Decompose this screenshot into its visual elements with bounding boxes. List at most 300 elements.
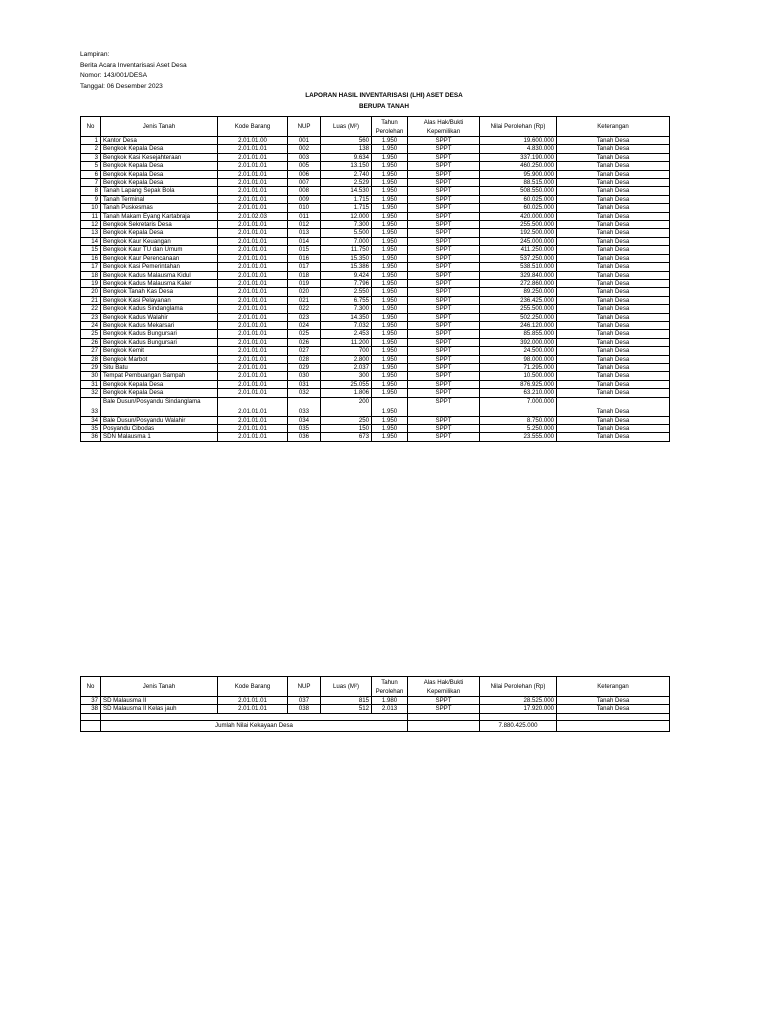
table-row <box>81 372 670 380</box>
cell-luas: 7.300 <box>321 305 372 313</box>
cell-luas: 7.796 <box>321 279 372 287</box>
cell-no: 17 <box>81 263 101 271</box>
cell-ket: Tanah Desa <box>557 372 670 380</box>
table-row <box>81 338 670 346</box>
cell-jenis: Bengkok Kemit <box>101 347 218 355</box>
col-header-kode: Kode Barang <box>218 117 288 137</box>
cell-luas: 9.634 <box>321 153 372 161</box>
cell-nilai: 236.425.000 <box>480 296 557 304</box>
cell-no: 31 <box>81 380 101 388</box>
cell-kode: 2.01.01.01 <box>218 313 288 321</box>
cell-ket: Tanah Desa <box>557 355 670 363</box>
asset-table-page1 <box>80 116 670 442</box>
cell-nilai: 5.250.000 <box>480 425 557 433</box>
cell-nilai: 329.840.000 <box>480 271 557 279</box>
cell-nilai: 4.830.000 <box>480 145 557 153</box>
asset-rows <box>81 137 670 442</box>
cell-luas: 150 <box>321 425 372 433</box>
col-header-alas: Alas Hak/Bukti Kepemilikan <box>408 677 480 697</box>
cell-jenis: Bengkok Kadus Bungursari <box>101 338 218 346</box>
col-header-nup: NUP <box>288 677 321 697</box>
cell-nilai: 537.250.000 <box>480 254 557 262</box>
cell-alas: SPPT <box>408 397 480 416</box>
lampiran-label: Lampiran: <box>80 51 110 58</box>
col-header-jenis: Jenis Tanah <box>101 117 218 137</box>
cell-nup: 008 <box>288 187 321 195</box>
col-header-alas: Alas Hak/Bukti Kepemilikan <box>408 117 480 137</box>
cell-no: 19 <box>81 279 101 287</box>
col-header-luas: Luas (M²) <box>321 117 372 137</box>
cell-nup: 022 <box>288 305 321 313</box>
cell-nup: 007 <box>288 179 321 187</box>
table-row <box>81 229 670 237</box>
cell-kode: 2.01.01.01 <box>218 321 288 329</box>
table-row <box>81 397 670 416</box>
tanggal-label: Tanggal: 06 Desember 2023 <box>80 82 163 90</box>
cell-jenis: Bengkok Kepala Desa <box>101 179 218 187</box>
cell-no: 35 <box>81 425 101 433</box>
cell-jenis: Bengkok Kepala Desa <box>101 389 218 397</box>
cell-luas: 11.750 <box>321 246 372 254</box>
table-row <box>81 246 670 254</box>
cell-nup: 005 <box>288 162 321 170</box>
cell-nup: 016 <box>288 254 321 262</box>
cell-nup: 011 <box>288 212 321 220</box>
cell-kode: 2.01.01.01 <box>218 170 288 178</box>
cell-luas: 7.032 <box>321 321 372 329</box>
cell-nup: 003 <box>288 153 321 161</box>
total-label: Jumlah Nilai Kekayaan Desa <box>101 720 408 731</box>
table-row <box>81 416 670 424</box>
cell-jenis: Bengkok Kadus Bungursari <box>101 330 218 338</box>
cell-kode: 2.01.01.01 <box>218 433 288 441</box>
table-row <box>81 321 670 329</box>
cell-nilai: 60.025.000 <box>480 204 557 212</box>
cell-kode: 2.01.01.01 <box>218 288 288 296</box>
cell-tahun: 1.950 <box>372 330 408 338</box>
cell-nup: 010 <box>288 204 321 212</box>
cell-alas: SPPT <box>408 229 480 237</box>
cell-alas: SPPT <box>408 338 480 346</box>
cell-alas: SPPT <box>408 195 480 203</box>
cell-luas: 2.037 <box>321 363 372 371</box>
cell-luas: 1.806 <box>321 389 372 397</box>
cell-tahun: 1.980 <box>372 697 408 705</box>
total-value: 7.880.425.000 <box>480 720 557 731</box>
cell-nilai: 392.000.000 <box>480 338 557 346</box>
cell-jenis: Bengkok Kadus Mekarsari <box>101 321 218 329</box>
cell-alas: SPPT <box>408 221 480 229</box>
cell-tahun: 1.950 <box>372 389 408 397</box>
cell-tahun: 1.950 <box>372 347 408 355</box>
cell-luas: 7.000 <box>321 237 372 245</box>
cell-kode: 2.01.01.01 <box>218 195 288 203</box>
cell-nilai: 337.190.000 <box>480 153 557 161</box>
cell-ket: Tanah Desa <box>557 330 670 338</box>
cell-alas: SPPT <box>408 179 480 187</box>
cell-ket: Tanah Desa <box>557 237 670 245</box>
table-row <box>81 347 670 355</box>
cell-kode: 2.01.01.01 <box>218 397 288 416</box>
table-row <box>81 389 670 397</box>
cell-no: 24 <box>81 321 101 329</box>
table-row <box>81 380 670 388</box>
table-row <box>81 137 670 145</box>
col-header-nilai: Nilai Perolehan (Rp) <box>480 677 557 697</box>
cell-no: 23 <box>81 313 101 321</box>
cell-kode: 2.01.01.01 <box>218 179 288 187</box>
cell-luas: 2.740 <box>321 170 372 178</box>
cell-luas: 560 <box>321 137 372 145</box>
cell-ket: Tanah Desa <box>557 179 670 187</box>
cell-no: 3 <box>81 153 101 161</box>
cell-tahun: 1.950 <box>372 279 408 287</box>
cell-ket: Tanah Desa <box>557 697 670 705</box>
cell-alas: SPPT <box>408 321 480 329</box>
cell-jenis: Bengkok Kasi Kesejahteraan <box>101 153 218 161</box>
cell-tahun: 1.950 <box>372 305 408 313</box>
cell-ket: Tanah Desa <box>557 204 670 212</box>
cell-tahun: 1.950 <box>372 271 408 279</box>
cell-luas: 1.715 <box>321 204 372 212</box>
cell-kode: 2.01.01.01 <box>218 145 288 153</box>
asset-rows-continued <box>81 697 670 714</box>
cell-kode: 2.01.01.01 <box>218 416 288 424</box>
cell-jenis: Bengkok Kepala Desa <box>101 170 218 178</box>
col-header-jenis: Jenis Tanah <box>101 677 218 697</box>
cell-luas: 14.350 <box>321 313 372 321</box>
cell-jenis: Bengkok Sekretaris Desa <box>101 221 218 229</box>
cell-alas: SPPT <box>408 254 480 262</box>
cell-tahun: 1.950 <box>372 137 408 145</box>
cell-nup: 032 <box>288 389 321 397</box>
cell-jenis: Bengkok Kasi Pemerintahan <box>101 263 218 271</box>
cell-kode: 2.01.01.01 <box>218 187 288 195</box>
cell-luas: 2.800 <box>321 355 372 363</box>
col-header-no: No <box>81 677 101 697</box>
cell-alas: SPPT <box>408 145 480 153</box>
cell-nilai: 23.555.000 <box>480 433 557 441</box>
cell-tahun: 1.950 <box>372 204 408 212</box>
cell-alas: SPPT <box>408 425 480 433</box>
cell-kode: 2.01.01.01 <box>218 221 288 229</box>
cell-ket: Tanah Desa <box>557 170 670 178</box>
cell-alas: SPPT <box>408 162 480 170</box>
cell-kode: 2.01.01.01 <box>218 162 288 170</box>
report-title <box>300 91 468 112</box>
cell-kode: 2.01.01.01 <box>218 697 288 705</box>
cell-luas: 300 <box>321 372 372 380</box>
cell-jenis: Situ Batu <box>101 363 218 371</box>
col-header-luas: Luas (M²) <box>321 677 372 697</box>
cell-alas: SPPT <box>408 330 480 338</box>
col-header-tahun: Tahun Perolehan <box>372 677 408 697</box>
cell-tahun: 1.950 <box>372 145 408 153</box>
cell-nup: 026 <box>288 338 321 346</box>
cell-jenis: Bengkok Kadus Walahir <box>101 313 218 321</box>
cell-ket: Tanah Desa <box>557 296 670 304</box>
cell-ket: Tanah Desa <box>557 279 670 287</box>
cell-tahun: 1.950 <box>372 179 408 187</box>
cell-nup: 028 <box>288 355 321 363</box>
cell-no: 12 <box>81 221 101 229</box>
cell-nup: 034 <box>288 416 321 424</box>
cell-jenis: Bengkok Kaur TU dan Umum <box>101 246 218 254</box>
cell-nilai: 876.925.000 <box>480 380 557 388</box>
cell-nup: 030 <box>288 372 321 380</box>
cell-jenis: SDN Malausma 1 <box>101 433 218 441</box>
cell-jenis: Bengkok Kepala Desa <box>101 145 218 153</box>
table-row <box>81 305 670 313</box>
cell-tahun: 1.950 <box>372 372 408 380</box>
cell-nup: 018 <box>288 271 321 279</box>
cell-luas: 25.055 <box>321 380 372 388</box>
cell-alas: SPPT <box>408 305 480 313</box>
cell-nilai: 246.120.000 <box>480 321 557 329</box>
cell-nup: 006 <box>288 170 321 178</box>
col-header-no: No <box>81 117 101 137</box>
cell-jenis: Bengkok Kepala Desa <box>101 229 218 237</box>
cell-ket: Tanah Desa <box>557 416 670 424</box>
cell-no: 5 <box>81 162 101 170</box>
cell-ket: Tanah Desa <box>557 363 670 371</box>
cell-luas: 815 <box>321 697 372 705</box>
cell-nilai: 411.250.000 <box>480 246 557 254</box>
table-row <box>81 363 670 371</box>
cell-nilai: 8.750.000 <box>480 416 557 424</box>
cell-no: 34 <box>81 416 101 424</box>
cell-luas: 512 <box>321 705 372 713</box>
cell-no: 15 <box>81 246 101 254</box>
col-header-ket: Keterangan <box>557 677 670 697</box>
cell-kode: 2.01.01.01 <box>218 380 288 388</box>
cell-nilai: 420.000.000 <box>480 212 557 220</box>
cell-no: 7 <box>81 179 101 187</box>
cell-luas: 14.530 <box>321 187 372 195</box>
attachment-header <box>80 50 187 92</box>
cell-tahun: 1.950 <box>372 313 408 321</box>
cell-alas: SPPT <box>408 389 480 397</box>
cell-nilai: 71.295.000 <box>480 363 557 371</box>
cell-no: 29 <box>81 363 101 371</box>
cell-ket: Tanah Desa <box>557 187 670 195</box>
cell-no: 32 <box>81 389 101 397</box>
cell-nup: 017 <box>288 263 321 271</box>
cell-alas: SPPT <box>408 347 480 355</box>
table-row <box>81 288 670 296</box>
cell-alas: SPPT <box>408 705 480 713</box>
cell-tahun: 1.950 <box>372 237 408 245</box>
cell-tahun: 1.950 <box>372 288 408 296</box>
cell-luas: 2.550 <box>321 288 372 296</box>
cell-ket: Tanah Desa <box>557 321 670 329</box>
report-title-line1: LAPORAN HASIL INVENTARISASI (LHI) ASET DESA <box>305 92 463 99</box>
cell-alas: SPPT <box>408 697 480 705</box>
cell-tahun: 1.950 <box>372 380 408 388</box>
cell-nilai: 60.025.000 <box>480 195 557 203</box>
table-row <box>81 271 670 279</box>
cell-alas: SPPT <box>408 237 480 245</box>
cell-ket: Tanah Desa <box>557 347 670 355</box>
cell-luas: 200 <box>321 397 372 416</box>
cell-kode: 2.01.02.03 <box>218 212 288 220</box>
cell-nup: 025 <box>288 330 321 338</box>
cell-nup: 023 <box>288 313 321 321</box>
spacer-cell <box>101 713 408 720</box>
cell-nup: 024 <box>288 321 321 329</box>
cell-nilai: 538.510.000 <box>480 263 557 271</box>
cell-tahun: 1.950 <box>372 363 408 371</box>
cell-ket: Tanah Desa <box>557 397 670 416</box>
report-title-line2: BERUPA TANAH <box>359 102 409 110</box>
cell-alas: SPPT <box>408 212 480 220</box>
cell-tahun: 1.950 <box>372 212 408 220</box>
cell-nup: 027 <box>288 347 321 355</box>
total-empty-cell <box>81 720 101 731</box>
cell-ket: Tanah Desa <box>557 263 670 271</box>
nomor-label: Nomor: 143/001/DESA <box>80 72 148 80</box>
cell-alas: SPPT <box>408 380 480 388</box>
cell-kode: 2.01.01.01 <box>218 204 288 212</box>
spacer-cell <box>81 713 101 720</box>
table-row <box>81 433 670 441</box>
cell-nup: 009 <box>288 195 321 203</box>
cell-no: 9 <box>81 195 101 203</box>
cell-no: 6 <box>81 170 101 178</box>
berita-acara-label: Berita Acara Inventarisasi Aset Desa <box>80 61 187 69</box>
cell-kode: 2.01.01.01 <box>218 254 288 262</box>
cell-nilai: 24.500.000 <box>480 347 557 355</box>
table-row <box>81 263 670 271</box>
cell-alas: SPPT <box>408 246 480 254</box>
cell-nilai: 245.000.000 <box>480 237 557 245</box>
cell-no: 28 <box>81 355 101 363</box>
cell-no: 22 <box>81 305 101 313</box>
cell-jenis: Tanah Puskesmas <box>101 204 218 212</box>
table-row <box>81 237 670 245</box>
cell-nup: 001 <box>288 137 321 145</box>
cell-nup: 019 <box>288 279 321 287</box>
cell-tahun: 1.950 <box>372 425 408 433</box>
cell-kode: 2.01.01.01 <box>218 246 288 254</box>
cell-jenis: Bengkok Kaur Perencanaan <box>101 254 218 262</box>
cell-tahun: 1.950 <box>372 187 408 195</box>
cell-kode: 2.01.01.01 <box>218 279 288 287</box>
cell-ket: Tanah Desa <box>557 195 670 203</box>
cell-jenis: Bengkok Kaur Keuangan <box>101 237 218 245</box>
cell-ket: Tanah Desa <box>557 433 670 441</box>
cell-no: 10 <box>81 204 101 212</box>
cell-luas: 11.200 <box>321 338 372 346</box>
cell-alas: SPPT <box>408 355 480 363</box>
cell-luas: 15.386 <box>321 263 372 271</box>
cell-jenis: Bengkok Kepala Desa <box>101 380 218 388</box>
cell-no: 2 <box>81 145 101 153</box>
cell-alas: SPPT <box>408 372 480 380</box>
table-row <box>81 145 670 153</box>
table-row <box>81 195 670 203</box>
cell-nup: 021 <box>288 296 321 304</box>
cell-no: 16 <box>81 254 101 262</box>
cell-nup: 002 <box>288 145 321 153</box>
cell-no: 21 <box>81 296 101 304</box>
cell-kode: 2.01.01.01 <box>218 330 288 338</box>
spacer-cell <box>408 713 480 720</box>
cell-nup: 036 <box>288 433 321 441</box>
cell-kode: 2.01.01.01 <box>218 263 288 271</box>
cell-no: 26 <box>81 338 101 346</box>
cell-luas: 15.350 <box>321 254 372 262</box>
cell-luas: 1.715 <box>321 195 372 203</box>
cell-ket: Tanah Desa <box>557 212 670 220</box>
table-row <box>81 313 670 321</box>
cell-nup: 037 <box>288 697 321 705</box>
cell-no: 11 <box>81 212 101 220</box>
cell-nup: 038 <box>288 705 321 713</box>
cell-nilai: 255.500.000 <box>480 221 557 229</box>
cell-kode: 2.01.01.01 <box>218 372 288 380</box>
cell-jenis: Posyandu Cibodas <box>101 425 218 433</box>
cell-jenis: Tempat Pembuangan Sampah <box>101 372 218 380</box>
cell-ket: Tanah Desa <box>557 288 670 296</box>
cell-ket: Tanah Desa <box>557 305 670 313</box>
total-empty-cell <box>408 720 480 731</box>
table-row <box>81 153 670 161</box>
cell-jenis: Bengkok Kadus Malausma Kidul <box>101 271 218 279</box>
cell-alas: SPPT <box>408 187 480 195</box>
spacer-row <box>81 713 670 720</box>
cell-luas: 2.529 <box>321 179 372 187</box>
cell-alas: SPPT <box>408 363 480 371</box>
cell-kode: 2.01.01.01 <box>218 389 288 397</box>
cell-nilai: 10.500.000 <box>480 372 557 380</box>
spacer-cell <box>557 713 670 720</box>
cell-nup: 014 <box>288 237 321 245</box>
spacer-cell <box>480 713 557 720</box>
table-row <box>81 179 670 187</box>
cell-alas: SPPT <box>408 313 480 321</box>
cell-tahun: 1.950 <box>372 153 408 161</box>
cell-no: 14 <box>81 237 101 245</box>
cell-tahun: 1.950 <box>372 246 408 254</box>
cell-alas: SPPT <box>408 170 480 178</box>
cell-nup: 020 <box>288 288 321 296</box>
cell-nilai: 95.900.000 <box>480 170 557 178</box>
cell-no: 25 <box>81 330 101 338</box>
cell-no: 13 <box>81 229 101 237</box>
cell-jenis: Tanah Terminal <box>101 195 218 203</box>
cell-jenis: Tanah Lapang Sepak Bola <box>101 187 218 195</box>
cell-jenis: Bale Dusun/Posyandu Walahir <box>101 416 218 424</box>
col-header-ket: Keterangan <box>557 117 670 137</box>
cell-no: 20 <box>81 288 101 296</box>
cell-tahun: 1.950 <box>372 221 408 229</box>
cell-luas: 7.300 <box>321 221 372 229</box>
cell-luas: 700 <box>321 347 372 355</box>
cell-alas: SPPT <box>408 279 480 287</box>
table-row <box>81 162 670 170</box>
cell-nilai: 460.250.000 <box>480 162 557 170</box>
cell-alas: SPPT <box>408 296 480 304</box>
cell-ket: Tanah Desa <box>557 229 670 237</box>
cell-nilai: 28.525.000 <box>480 697 557 705</box>
cell-jenis: Tanah Makam Eyang Kartabraja <box>101 212 218 220</box>
cell-nilai: 508.550.000 <box>480 187 557 195</box>
cell-tahun: 2.013 <box>372 705 408 713</box>
cell-tahun: 1.950 <box>372 195 408 203</box>
col-header-nilai: Nilai Perolehan (Rp) <box>480 117 557 137</box>
cell-ket: Tanah Desa <box>557 705 670 713</box>
